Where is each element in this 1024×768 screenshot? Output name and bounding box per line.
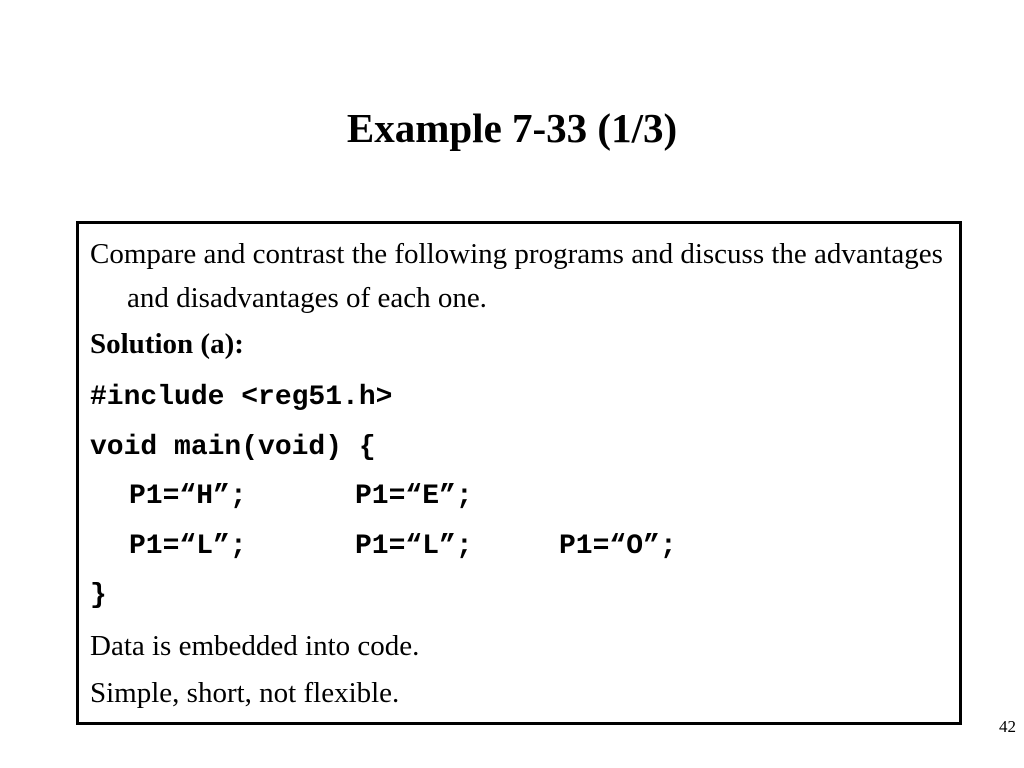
content-box [76, 221, 962, 725]
code-statement-p1-o: P1=“O”; [559, 531, 677, 562]
code-statement-p1-h: P1=“H”; [129, 481, 247, 512]
solution-heading: Solution (a): [90, 328, 244, 360]
code-line-include: #include <reg51.h> [90, 382, 393, 413]
slide-title: Example 7-33 (1/3) [346, 105, 678, 151]
code-statement-p1-l1: P1=“L”; [129, 531, 247, 562]
intro-text: Compare and contrast the following programs and discuss the advantages and disadvantages of each one. [90, 238, 943, 314]
code-statement-p1-l2: P1=“L”; [355, 531, 473, 562]
note-simple-short: Simple, short, not flexible. [90, 677, 400, 709]
code-line-close-brace: } [90, 580, 107, 611]
code-line-main: void main(void) { [90, 432, 376, 463]
page-number: 42 [999, 717, 1016, 736]
code-statement-p1-e: P1=“E”; [355, 481, 473, 512]
note-data-embedded: Data is embedded into code. [90, 630, 420, 662]
